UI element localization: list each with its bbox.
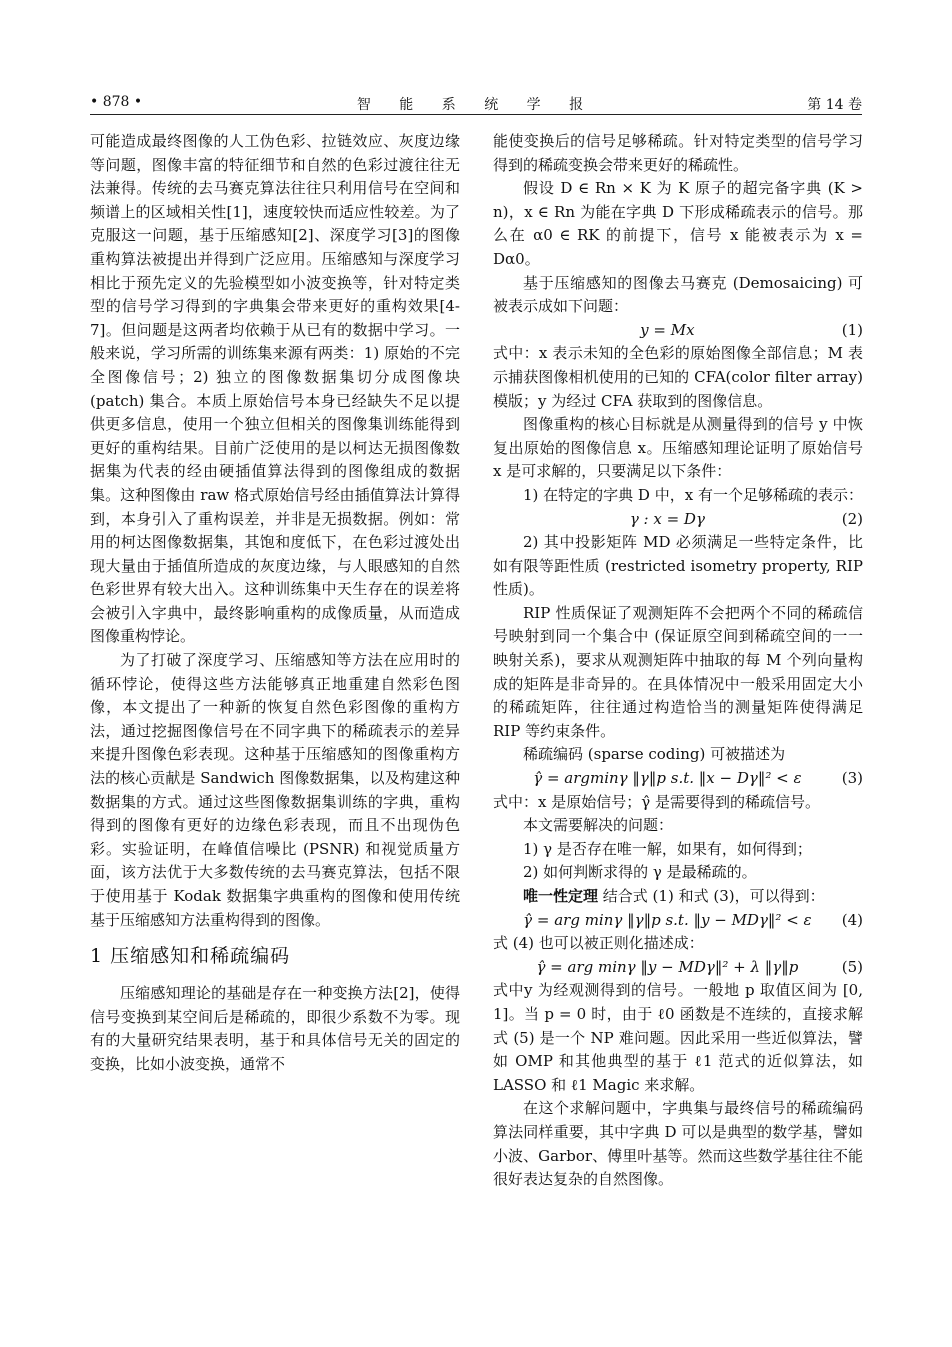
paragraph: 式中：x 是原始信号；γ̂ 是需要得到的稀疏信号。 — [493, 792, 820, 811]
paragraph: 式中y 为经观测得到的信号。一般地 p 取值区间为 [0, 1]。当 p = 0 时，由于 ℓ0 函数是不连续的，直接求解式 (5) 是一个 NP 难问题。因此采用一些近似算法，譬如 OMP 和其他典型的基于 ℓ1 范式的近似算法，如 LASSO 和 ℓ1 Magic 来求解。 — [493, 981, 863, 1094]
paragraph: 能使变换后的信号足够稀疏。针对特定类型的信号学习得到的稀疏变换会带来更好的稀疏性。 — [493, 132, 863, 174]
equation-body: γ : x = Dγ — [629, 509, 705, 528]
paragraph: 为了打破了深度学习、压缩感知等方法在应用时的循环悖论，使得这些方法能够真正地重建自然彩色图像，本文提出了一种新的恢复自然色彩图像的重构方法，通过挖掘图像信号在不同字典下的稀疏表示的差异来提升图像色彩表现。这种基于压缩感知的图像重构方法的核心贡献是 Sandwich 图像数据集，以及构建这种数据集的方式。通过这些图像数据集训练的字典，重构得到的图像有更好的边缘色彩表现，而且不出现伪色彩。实验证明，在峰值信噪比 (PSNR) 和视觉质量方面，该方法优于大多数传统的去马赛克算法，包括不限于使用基于 Kodak 数据集字典重构的图像和使用传统基于压缩感知方法重构得到的图像。 — [90, 651, 460, 929]
equation-5 — [493, 956, 863, 980]
journal-name: 智 能 系 统 学 报 — [356, 97, 596, 113]
equation-1 — [493, 319, 863, 343]
equation-number: (4) — [841, 910, 863, 929]
equation-body: γ̂ = argminγ ‖γ‖p s.t. ‖x − Dγ‖² < ε — [533, 769, 802, 788]
equation-body: y = Mx — [640, 320, 695, 339]
section-heading: 1 压缩感知和稀疏编码 — [90, 945, 291, 968]
equation-2 — [493, 508, 863, 532]
equation-number: (3) — [841, 769, 863, 788]
paragraph: 图像重构的核心目标就是从测量得到的信号 y 中恢复出原始的图像信息 x。压缩感知理论证明了原始信号 x 是可求解的，只要满足以下条件： — [493, 415, 863, 481]
paragraph: 2) 其中投影矩阵 MD 必须满足一些特定条件，比如有限等距性质 (restricted isometry property, RIP 性质)。 — [493, 533, 863, 599]
right-column — [493, 130, 863, 1192]
equation-4 — [493, 909, 863, 933]
left-column — [90, 130, 460, 1077]
paragraph: 本文需要解决的问题： — [523, 816, 674, 835]
equation-number: (2) — [841, 509, 863, 528]
paragraph: RIP 性质保证了观测矩阵不会把两个不同的稀疏信号映射到同一个集合中 (保证原空间到稀疏空间的一一映射关系)，要求从观测矩阵中抽取的每 M 个列向量构成的矩阵是非奇异的。在具体情况中一般采用固定大小的稀疏矩阵，往往通过构造恰当的测量矩阵使得满足 RIP 等约束条件。 — [493, 603, 863, 740]
theorem-paragraph — [493, 885, 863, 909]
paragraph: 1) 在特定的字典 D 中，x 有一个足够稀疏的表示： — [523, 485, 863, 504]
equation-body: γ̂ = arg minγ ‖y − MDγ‖² + λ ‖γ‖p — [536, 957, 799, 976]
paragraph: 假设 D ∈ Rn × K 为 K 原子的超完备字典 (K > n)，x ∈ Rn 为能在字典 D 下形成稀疏表示的信号。那么在 α0 ∈ RK 的前提下，信号 x 能被表示为 x = Dα0。 — [493, 179, 863, 268]
equation-body: γ̂ = arg minγ ‖γ‖p s.t. ‖y − MDγ‖² < ε — [523, 910, 812, 929]
volume-label: 第 14 卷 — [807, 97, 862, 113]
equation-number: (5) — [841, 957, 863, 976]
paragraph: 压缩感知理论的基础是存在一种变换方法[2]，使得信号变换到某空间后是稀疏的，即很少系数不为零。现有的大量研究结果表明，基于和具体信号无关的固定的变换，比如小波变换，通常不 — [90, 984, 460, 1073]
running-header — [90, 86, 862, 112]
paragraph: 稀疏编码 (sparse coding) 可被描述为 — [523, 745, 786, 764]
paragraph: 式中：x 表示未知的全色彩的原始图像全部信息；M 表示捕获图像相机使用的已知的 CFA(color filter array) 模版；y 为经过 CFA 获取到的图像信息。 — [493, 344, 863, 410]
page-number: • 878 • — [90, 94, 143, 110]
theorem-label: 唯一性定理 — [523, 887, 599, 905]
paragraph: 基于压缩感知的图像去马赛克 (Demosaicing) 可被表示成如下问题： — [493, 273, 863, 316]
equation-3 — [493, 767, 863, 791]
paragraph: 2) 如何判断求得的 γ 是最稀疏的。 — [523, 863, 757, 882]
paragraph: 1) γ 是否存在唯一解，如果有，如何得到； — [523, 839, 812, 858]
theorem-text: 结合式 (1) 和式 (3)，可以得到： — [598, 887, 825, 905]
equation-number: (1) — [841, 320, 863, 339]
paragraph: 在这个求解问题中，字典集与最终信号的稀疏编码算法同样重要，其中字典 D 可以是典型的数学基，譬如小波、Garbor、傅里叶基等。然而这些数学基往往不能很好表达复杂的自然图像。 — [493, 1099, 863, 1189]
paragraph: 式 (4) 也可以被正则化描述成： — [493, 934, 704, 953]
header-rule — [90, 114, 862, 115]
paragraph: 可能造成最终图像的人工伪色彩、拉链效应、灰度边缘等问题，图像丰富的特征细节和自然的色彩过渡往往无法兼得。传统的去马赛克算法往往只利用信号在空间和频谱上的区域相关性[1]，速度较快而适应性较差。为了克服这一问题，基于压缩感知[2]、深度学习[3]的图像重构算法被提出并得到广泛应用。压缩感知与深度学习相比于预先定义的先验模型如小波变换等，针对特定类型的信号学习得到的字典集会带来更好的重构效果[4-7]。但问题是这两者均依赖于从已有的数据中学习。一般来说，学习所需的训练集来源有两类：1) 原始的不完全图像信号；2) 独立的图像数据集切分成图像块 (patch) 集合。本质上原始信号本身已经缺失不足以提供更多信息，使用一个独立但相关的图像集训练能得到更好的重构结果。目前广泛使用的是以柯达无损图像数据集为代表的经由硬插值算法得到的图像组成的数据集。这种图像由 raw 格式原始信号经由插值算法计算得到，本身引入了重构误差，并非是无损数据。例如：常用的柯达图像数据集，其饱和度低下，在色彩过渡处出现大量由于插值所造成的灰度边缘，与人眼感知的自然色彩世界有较大出入。这种训练集中天生存在的误差将会被引入字典中，最终影响重构的成像质量，从而造成图像重构悖论。 — [90, 132, 460, 646]
